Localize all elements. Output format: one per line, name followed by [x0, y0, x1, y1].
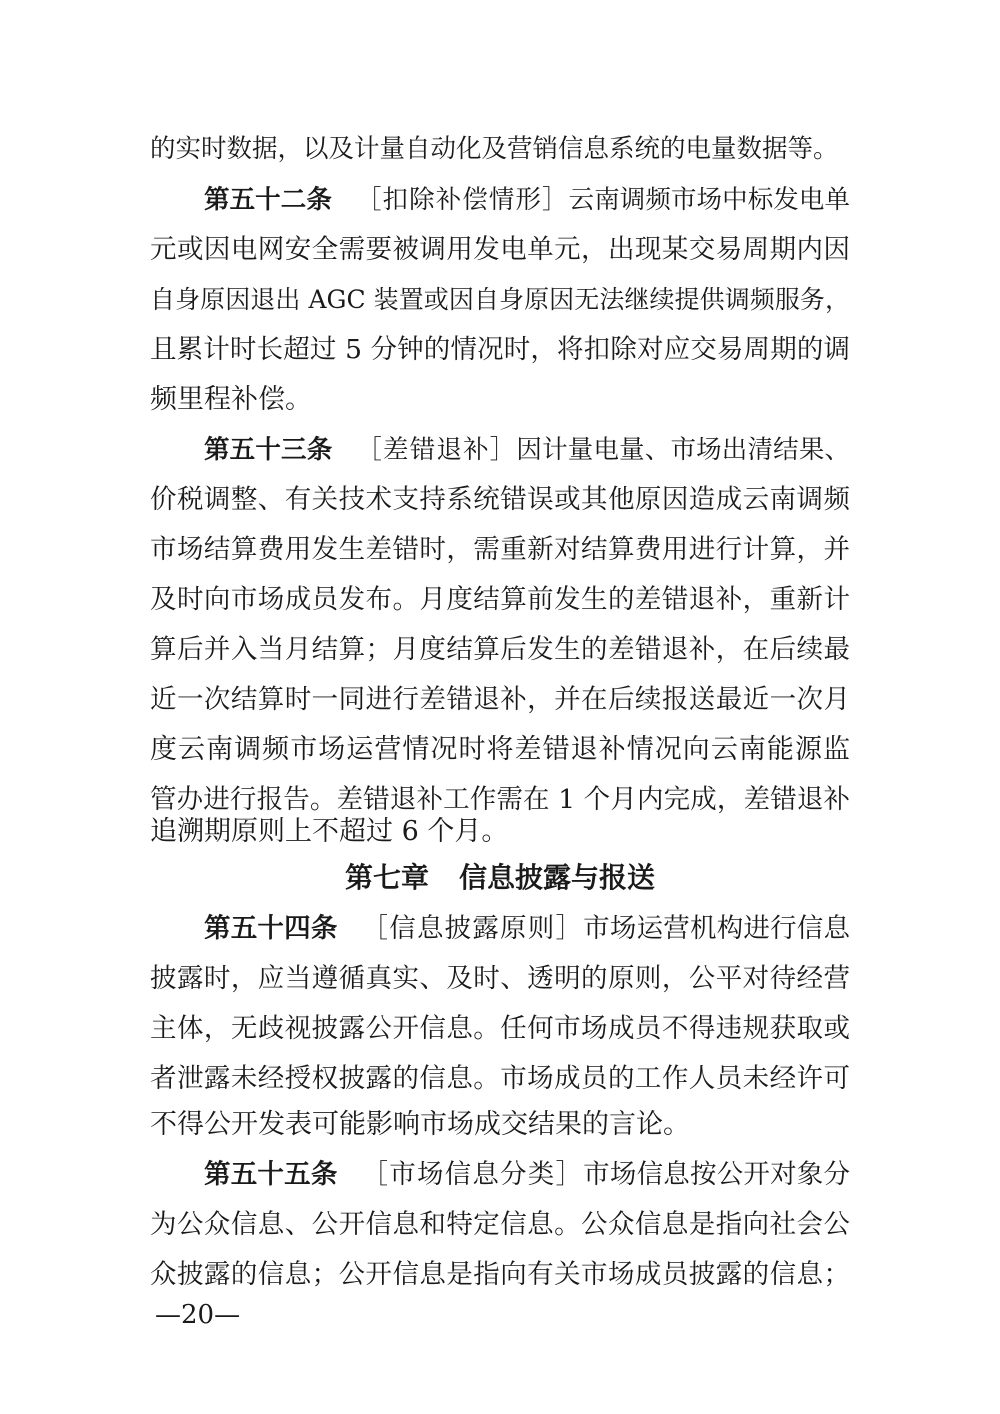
article-52-text: 云南调频市场中标发电单	[568, 185, 850, 215]
article-52-label: 第五十二条	[204, 185, 332, 215]
article-53-tag: ［差错退补］	[356, 435, 517, 465]
article-55-label: 第五十五条	[204, 1159, 338, 1190]
article-54-label: 第五十四条	[204, 913, 338, 944]
body-line: 管办进行报告。差错退补工作需在 1 个月内完成，差错退补	[150, 784, 850, 815]
body-line: 市场结算费用发生差错时，需重新对结算费用进行计算，并	[150, 534, 850, 565]
body-line: 元或因电网安全需要被调用发电单元，出现某交易周期内因	[150, 234, 850, 265]
article-52-first-line	[150, 183, 850, 217]
chapter-number: 第七章	[344, 861, 429, 894]
body-line: 众披露的信息；公开信息是指向有关市场成员披露的信息；	[150, 1259, 850, 1290]
article-53-text: 因计量电量、市场出清结果、	[516, 435, 850, 465]
body-line: 算后并入当月结算；月度结算后发生的差错退补，在后续最	[150, 634, 850, 665]
article-55-tag: ［市场信息分类］	[361, 1159, 584, 1190]
body-line: 自身原因退出 AGC 装置或因自身原因无法继续提供调频服务，	[150, 285, 850, 314]
body-line: 主体，无歧视披露公开信息。任何市场成员不得违规获取或	[150, 1013, 850, 1044]
body-line: 频里程补偿。	[150, 384, 312, 415]
article-54-first-line	[150, 912, 850, 946]
body-line: 不得公开发表可能影响市场成交结果的言论。	[150, 1109, 690, 1140]
article-54-text: 市场运营机构进行信息	[583, 913, 851, 944]
body-line: 价税调整、有关技术支持系统错误或其他原因造成云南调频	[150, 484, 850, 515]
body-line: 近一次结算时一同进行差错退补，并在后续报送最近一次月	[150, 684, 850, 715]
body-line: 及时向市场成员发布。月度结算前发生的差错退补，重新计	[150, 584, 850, 615]
body-line: 度云南调频市场运营情况时将差错退补情况向云南能源监	[150, 734, 850, 765]
body-line: 且累计时长超过 5 分钟的情况时，将扣除对应交易周期的调	[150, 334, 850, 365]
article-54-tag: ［信息披露原则］	[361, 913, 584, 944]
body-line: 披露时，应当遵循真实、及时、透明的原则，公平对待经营	[150, 963, 850, 994]
chapter-heading	[0, 860, 1000, 896]
body-line: 的实时数据，以及计量自动化及营销信息系统的电量数据等。	[150, 134, 839, 164]
article-55-text: 市场信息按公开对象分	[583, 1159, 851, 1190]
body-line: 者泄露未经授权披露的信息。市场成员的工作人员未经许可	[150, 1063, 850, 1094]
body-line: 为公众信息、公开信息和特定信息。公众信息是指向社会公	[150, 1209, 850, 1240]
article-53-label: 第五十三条	[204, 435, 333, 465]
chapter-title: 信息披露与报送	[459, 861, 656, 894]
article-53-first-line	[150, 433, 850, 467]
page-number: —20—	[155, 1300, 241, 1330]
body-line: 追溯期原则上不超过 6 个月。	[150, 816, 509, 847]
article-52-tag: ［扣除补偿情形］	[355, 185, 569, 215]
article-55-first-line	[150, 1158, 850, 1192]
